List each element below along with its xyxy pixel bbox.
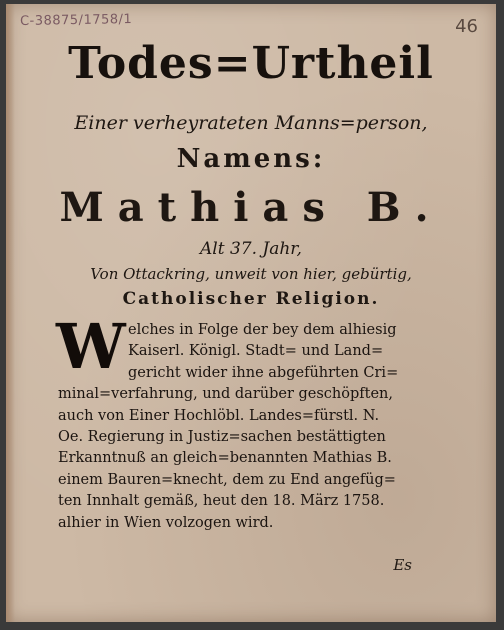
body-line: gericht wider ihne abgeführten Cri= [128,364,399,381]
religion-line: Catholischer Religion. [122,289,380,309]
person-name: Mathias B. [59,184,443,231]
origin-line: Von Ottackring, unweit von hier, gebürtig, [90,265,412,283]
body-line: auch von Einer Hochlöbl. Landes=fürstl. N. [58,407,380,424]
body-line: Oe. Regierung in Justiz=sachen bestättigten [58,429,386,446]
page-edge-shadow [6,4,15,622]
catchword: Es [393,556,412,574]
subtitle: Einer verheyrateten Manns=person, [74,112,428,134]
page-title: Todes=Urtheil [68,38,434,89]
body-line: Kaiserl. Königl. Stadt= und Land= [128,343,384,360]
body-paragraph [58,320,438,534]
body-line: ten Innhalt gemäß, heut den 18. März 1758. [58,493,385,510]
body-line: Erkanntnuß an gleich=benannten Mathias B. [58,450,392,467]
drop-capital: W [56,310,126,383]
page-number: 46 [455,16,478,37]
archive-mark: C-38875/1758/1 [19,12,133,29]
document-page [6,4,496,622]
body-line: elches in Folge der bey dem alhiesig [128,322,397,338]
body-line: einem Bauren=knecht, dem zu End angefüg= [58,471,396,488]
namens-heading: Namens: [176,144,326,174]
age-line: Alt 37. Jahr, [200,239,302,259]
body-line: minal=verfahrung, und darüber geschöpften, [58,386,393,403]
body-line: alhier in Wien volzogen wird. [58,514,274,531]
